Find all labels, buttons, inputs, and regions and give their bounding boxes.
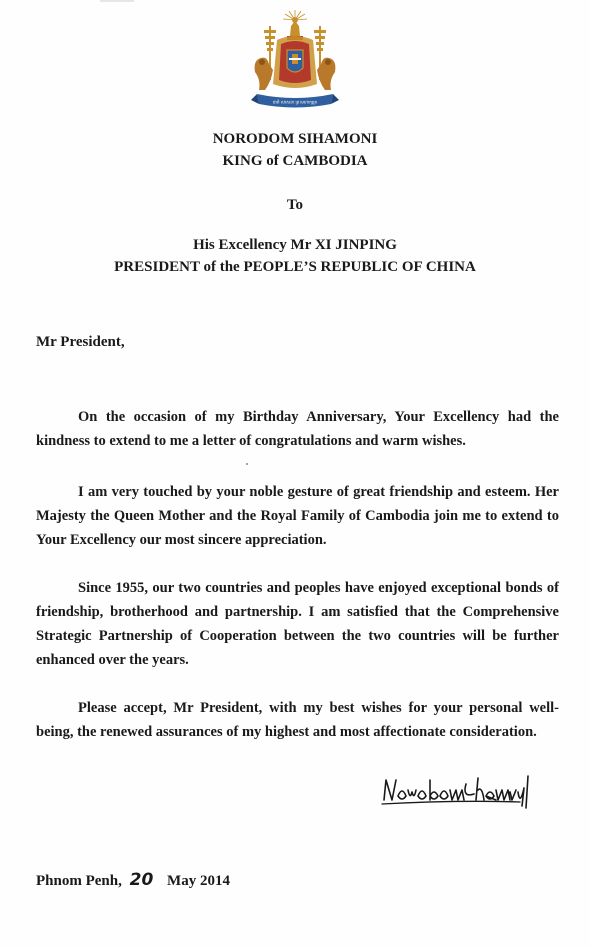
date-month-year: May 2014 (167, 873, 230, 889)
date-day-handwritten: 20 (129, 870, 154, 890)
recipient-block (0, 234, 590, 278)
signature-icon (378, 770, 538, 812)
dateline (36, 870, 230, 890)
recipient-title: PRESIDENT of the PEOPLE’S REPUBLIC OF CHINA (114, 259, 476, 275)
sender-name: NORODOM SIHAMONI (212, 131, 378, 147)
crest-banner-text: ជាតិ សាសនា ព្រះមហាក្សត្រ (272, 99, 318, 105)
sender-block (0, 128, 590, 172)
paragraph-2: I am very touched by your noble gesture of great friendship and esteem. Her Majesty the Queen Mother and the Royal Family of Cambodia join me to extend to Your Excellency our most sincere appreciation. (36, 484, 559, 548)
recipient-name: His Excellency Mr XI JINPING (193, 237, 397, 253)
scan-speck (246, 463, 248, 465)
royal-arms-icon (247, 10, 343, 114)
scan-mark (100, 0, 134, 2)
date-place: Phnom Penh, (36, 873, 122, 889)
to-label: To (286, 197, 304, 213)
sender-title: KING of CAMBODIA (222, 153, 368, 169)
paragraph-4: Please accept, Mr President, with my best wishes for your personal well-being, the renewed assurances of my highest and most affectionate consideration. (36, 700, 559, 740)
paragraph-3: Since 1955, our two countries and peoples have enjoyed exceptional bonds of friendship, brotherhood and partnership. I am satisfied that the Comprehensive Strategic Partnership of Cooperation between the two countries will be further enhanced over the years. (36, 580, 559, 668)
salutation: Mr President, (36, 334, 125, 350)
paragraph-1: On the occasion of my Birthday Anniversary, Your Excellency had the kindness to extend to me a letter of congratulations and warm wishes. (36, 409, 559, 449)
